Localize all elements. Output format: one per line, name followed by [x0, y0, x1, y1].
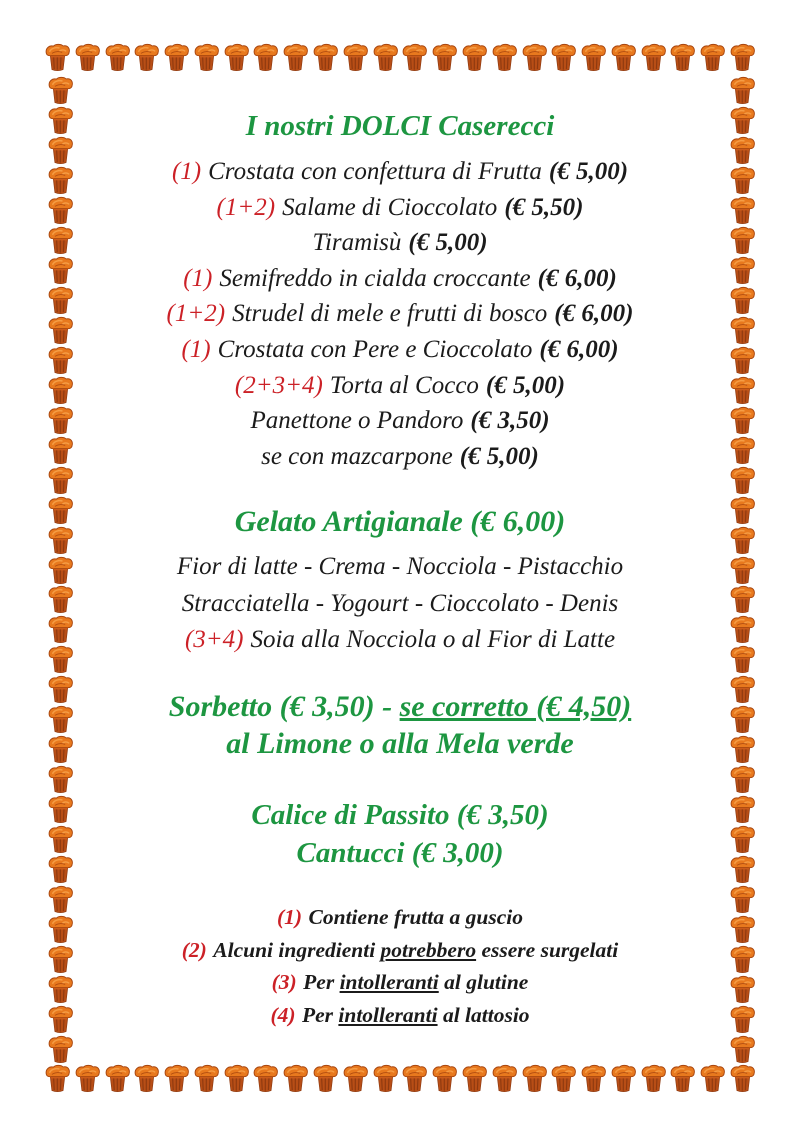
muffin-icon — [729, 585, 756, 614]
footnote-text-pre: Per — [301, 1003, 339, 1028]
item-price: (€ 5,00) — [548, 158, 629, 185]
muffin-icon — [252, 1064, 279, 1093]
flavor-line-2: Stracciatella - Yogourt - Cioccolato - Denis — [181, 589, 619, 617]
footnote — [85, 966, 715, 999]
footnote-number: (4) — [270, 1003, 296, 1028]
muffin-icon — [47, 645, 74, 674]
menu-item — [85, 332, 715, 368]
footnote-text-underlined: potrebbero — [380, 937, 477, 962]
muffin-icon — [729, 825, 756, 854]
muffin-icon — [44, 43, 71, 72]
muffin-icon — [431, 1064, 458, 1093]
border-right — [728, 76, 756, 1064]
soy-flavor-text: Soia alla Nocciola o al Fior di Latte — [250, 626, 616, 654]
muffin-icon — [729, 615, 756, 644]
item-price: (€ 6,00) — [539, 335, 619, 363]
footnote-text-underlined: intolleranti — [339, 970, 439, 995]
footnote-text-pre: Alcuni ingredienti — [213, 937, 381, 962]
footnote-number: (2) — [181, 937, 207, 962]
sorbetto-corretto-price: se corretto (€ 4,50) — [399, 689, 632, 723]
footnote-text-post: al glutine — [438, 970, 529, 995]
item-price: (€ 5,00) — [485, 371, 566, 399]
menu-item — [85, 154, 715, 190]
item-price: (€ 6,00) — [537, 264, 617, 292]
item-price: (€ 6,00) — [554, 300, 634, 328]
menu-item — [85, 368, 715, 404]
muffin-icon — [223, 1064, 250, 1093]
allergen-note: (3+4) — [184, 626, 244, 654]
gelato-flavors — [85, 549, 715, 659]
muffin-icon — [47, 556, 74, 585]
footnote — [85, 934, 715, 967]
muffin-icon — [729, 675, 756, 704]
muffin-icon — [729, 765, 756, 794]
flavor-line-1: Fior di latte - Crema - Nocciola - Pistacchio — [176, 553, 624, 581]
muffin-icon — [669, 1064, 696, 1093]
muffin-icon — [550, 1064, 577, 1093]
allergen-note: (1) — [181, 335, 211, 363]
item-name: Crostata con confettura di Frutta — [208, 158, 542, 185]
muffin-icon — [47, 376, 74, 405]
sorbetto-flavors: al Limone o alla Mela verde — [226, 727, 574, 761]
muffin-icon — [521, 1064, 548, 1093]
muffin-icon — [47, 286, 74, 315]
muffin-icon — [729, 226, 756, 255]
muffin-icon — [47, 466, 74, 495]
muffin-icon — [729, 466, 756, 495]
muffin-icon — [729, 406, 756, 435]
muffin-icon — [47, 585, 74, 614]
footnote-number: (3) — [271, 970, 297, 995]
muffin-icon — [47, 136, 74, 165]
muffin-icon — [699, 1064, 726, 1093]
allergen-note: (1+2) — [216, 193, 276, 221]
muffin-icon — [47, 346, 74, 375]
item-price: (€ 3,50) — [470, 407, 550, 435]
footnote-text-pre: Contiene frutta a guscio — [308, 904, 523, 929]
footnote-text-pre: Per — [303, 970, 340, 995]
muffin-icon — [47, 795, 74, 824]
menu-item — [85, 403, 715, 439]
muffin-icon — [729, 705, 756, 734]
allergen-note: (1) — [171, 158, 202, 185]
footnote-list — [85, 901, 715, 1032]
footnote-text-post: al lattosio — [437, 1003, 530, 1028]
muffin-icon — [729, 43, 756, 72]
muffin-icon — [729, 106, 756, 135]
dessert-item-list — [85, 154, 715, 474]
flavor-line-soy — [85, 622, 715, 659]
muffin-icon — [401, 1064, 428, 1093]
muffin-icon — [74, 1064, 101, 1093]
muffin-icon — [729, 496, 756, 525]
muffin-icon — [47, 1005, 74, 1034]
muffin-icon — [47, 765, 74, 794]
item-price: (€ 5,00) — [408, 229, 488, 257]
muffin-icon — [729, 885, 756, 914]
muffin-icon — [729, 256, 756, 285]
muffin-icon — [47, 945, 74, 974]
allergen-note: (1) — [183, 264, 213, 292]
muffin-icon — [47, 915, 74, 944]
muffin-icon — [44, 1064, 71, 1093]
muffin-icon — [729, 855, 756, 884]
allergen-note: (2+3+4) — [234, 371, 323, 399]
footnote-text-underlined: intolleranti — [338, 1003, 438, 1028]
muffin-icon — [47, 885, 74, 914]
item-price: (€ 5,00) — [459, 442, 539, 470]
muffin-icon — [729, 436, 756, 465]
menu-item — [85, 261, 715, 297]
muffin-icon — [193, 1064, 220, 1093]
muffin-icon — [640, 1064, 667, 1093]
muffin-icon — [461, 1064, 488, 1093]
muffin-icon — [729, 316, 756, 345]
muffin-icon — [47, 226, 74, 255]
footnote — [85, 901, 715, 934]
item-name: Salame di Cioccolato — [282, 193, 498, 221]
muffin-icon — [47, 526, 74, 555]
muffin-icon — [104, 1064, 131, 1093]
muffin-icon — [729, 945, 756, 974]
muffin-icon — [312, 1064, 339, 1093]
border-bottom — [44, 1064, 756, 1094]
muffin-icon — [47, 855, 74, 884]
menu-item — [85, 439, 715, 475]
muffin-icon — [729, 975, 756, 1004]
muffin-icon — [47, 615, 74, 644]
item-name: Tiramisù — [312, 229, 402, 257]
muffin-icon — [47, 1035, 74, 1064]
gelato-heading: Gelato Artigianale (€ 6,00) — [234, 505, 566, 539]
border-left — [46, 76, 74, 1064]
passito-line: Calice di Passito (€ 3,50) — [251, 798, 549, 831]
muffin-icon — [729, 556, 756, 585]
allergen-note: (1+2) — [166, 300, 226, 328]
footnote-text-post: essere surgelati — [476, 937, 619, 962]
muffin-icon — [729, 136, 756, 165]
muffin-icon — [729, 376, 756, 405]
footnote-number: (1) — [277, 904, 303, 929]
item-name: Strudel di mele e frutti di bosco — [232, 300, 548, 328]
muffin-icon — [47, 256, 74, 285]
page-title: I nostri DOLCI Caserecci — [245, 110, 555, 142]
muffin-icon — [729, 526, 756, 555]
muffin-icon — [372, 1064, 399, 1093]
item-name: Crostata con Pere e Cioccolato — [217, 335, 533, 363]
muffin-icon — [729, 1005, 756, 1034]
menu-content — [85, 0, 715, 1032]
item-name: Panettone o Pandoro — [250, 407, 464, 435]
muffin-icon — [47, 705, 74, 734]
muffin-icon — [47, 496, 74, 525]
muffin-icon — [47, 196, 74, 225]
cantucci-line: Cantucci (€ 3,00) — [296, 836, 504, 869]
muffin-icon — [729, 286, 756, 315]
muffin-icon — [47, 825, 74, 854]
menu-item — [85, 225, 715, 261]
muffin-icon — [729, 1035, 756, 1064]
muffin-icon — [282, 1064, 309, 1093]
muffin-icon — [610, 1064, 637, 1093]
muffin-icon — [729, 915, 756, 944]
muffin-icon — [729, 166, 756, 195]
muffin-icon — [729, 795, 756, 824]
muffin-icon — [729, 76, 756, 105]
muffin-icon — [491, 1064, 518, 1093]
item-name: se con mazcarpone — [261, 442, 453, 470]
sorbetto-price: Sorbetto (€ 3,50) - — [168, 689, 400, 723]
footnote — [85, 999, 715, 1032]
item-price: (€ 5,50) — [504, 193, 584, 221]
sorbetto-line-1 — [85, 688, 715, 726]
muffin-icon — [580, 1064, 607, 1093]
muffin-icon — [729, 735, 756, 764]
muffin-icon — [47, 316, 74, 345]
muffin-icon — [47, 106, 74, 135]
item-name: Semifreddo in cialda croccante — [219, 264, 531, 292]
menu-item — [85, 190, 715, 226]
muffin-icon — [47, 675, 74, 704]
passito-block — [85, 796, 715, 872]
muffin-icon — [47, 436, 74, 465]
menu-item — [85, 296, 715, 332]
sorbetto-block — [85, 688, 715, 763]
muffin-icon — [47, 735, 74, 764]
muffin-icon — [47, 76, 74, 105]
muffin-icon — [47, 975, 74, 1004]
muffin-icon — [729, 196, 756, 225]
muffin-icon — [133, 1064, 160, 1093]
muffin-icon — [729, 645, 756, 674]
muffin-icon — [342, 1064, 369, 1093]
muffin-icon — [47, 406, 74, 435]
item-name: Torta al Cocco — [329, 371, 479, 399]
muffin-icon — [47, 166, 74, 195]
muffin-icon — [729, 1064, 756, 1093]
muffin-icon — [729, 346, 756, 375]
muffin-icon — [163, 1064, 190, 1093]
